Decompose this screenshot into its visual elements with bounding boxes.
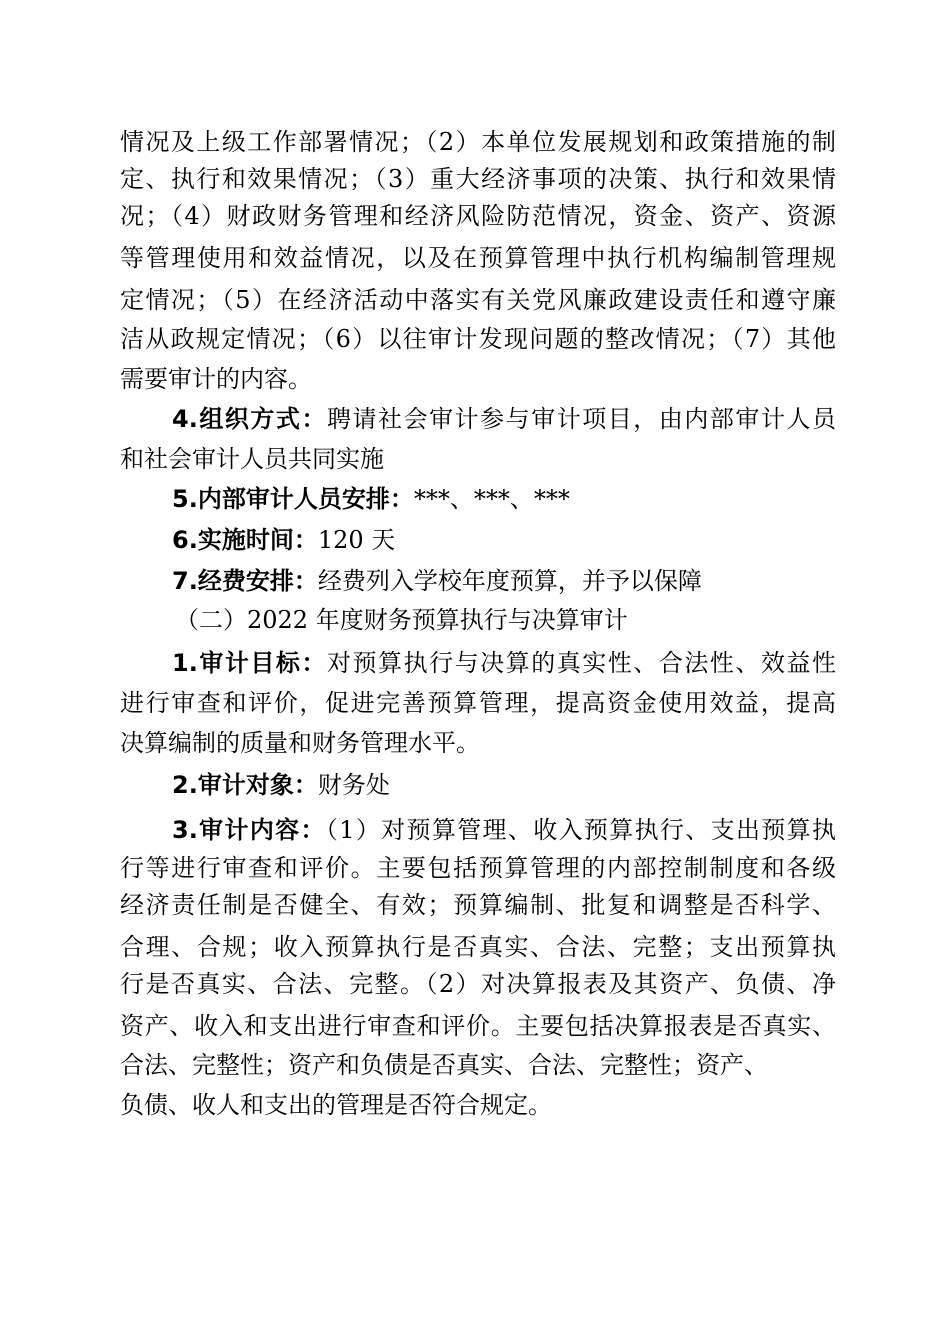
s2-item-2 xyxy=(172,768,888,802)
s2-item-1-cont: 决算编制的质量和财务管理水平。 xyxy=(120,729,480,757)
s2-item-1 xyxy=(172,646,836,680)
item-5-text: ***、***、*** xyxy=(413,485,570,513)
s2-item-1-cont: 进行审查和评价，促进完善预算管理，提高资金使用效益，提高 xyxy=(120,689,836,717)
body-line: 情况及上级工作部署情况；（2）本单位发展规划和政策措施的制 xyxy=(120,128,836,156)
s2-item-1-label: 1.审计目标： xyxy=(172,649,327,677)
item-6-label: 6.实施时间： xyxy=(172,526,318,554)
s2-item-3-cont: 经济责任制是否健全、有效；预算编制、批复和调整是否科学、 xyxy=(120,891,836,919)
item-4-label: 4.组织方式： xyxy=(172,405,327,433)
s2-item-3-cont: 合法、完整性；资产和负债是否真实、合法、完整性；资产、 xyxy=(120,1051,768,1079)
item-4 xyxy=(172,402,836,436)
body-line: 定、执行和效果情况；（3）重大经济事项的决策、执行和效果情 xyxy=(120,165,836,193)
item-6-text: 120 天 xyxy=(317,526,396,554)
body-line: 等管理使用和效益情况，以及在预算管理中执行机构编制管理规 xyxy=(120,244,836,272)
body-line: 需要审计的内容。 xyxy=(120,365,312,393)
body-line: 况；（4）财政财务管理和经济风险防范情况，资金、资产、资源 xyxy=(120,202,836,230)
item-6 xyxy=(172,523,888,557)
s2-item-2-label: 2.审计对象： xyxy=(172,771,318,799)
section-heading: （二）2022 年度财务预算执行与决算审计 xyxy=(175,606,628,634)
item-5-label: 5.内部审计人员安排： xyxy=(172,485,414,513)
item-7 xyxy=(172,564,888,598)
s2-item-3-cont: 行等进行审查和评价。主要包括预算管理的内部控制制度和各级 xyxy=(120,854,836,882)
item-4-text: 聘请社会审计参与审计项目，由内部审计人员 xyxy=(326,405,836,433)
s2-item-3-cont: 合理、合规；收入预算执行是否真实、合法、完整；支出预算执 xyxy=(120,933,836,961)
s2-item-3-label: 3.审计内容： xyxy=(172,816,326,844)
item-7-label: 7.经费安排： xyxy=(172,567,318,595)
s2-item-3 xyxy=(172,813,836,847)
s2-item-3-cont: 负债、收人和支出的管理是否符合规定。 xyxy=(120,1091,552,1119)
s2-item-3-cont: 行是否真实、合法、完整。（2）对决算报表及其资产、负债、净 xyxy=(120,970,836,998)
s2-item-3-text: （1）对预算管理、收入预算执行、支出预算执 xyxy=(325,816,836,844)
s2-item-1-text: 对预算执行与决算的真实性、合法性、效益性 xyxy=(326,649,836,677)
body-line: 定情况；（5）在经济活动中落实有关党风廉政建设责任和遵守廉 xyxy=(120,286,836,314)
item-7-text: 经费列入学校年度预算，并予以保障 xyxy=(317,567,702,595)
item-5 xyxy=(172,482,888,516)
item-4-cont: 和社会审计人员共同实施 xyxy=(120,445,384,473)
s2-item-2-text: 财务处 xyxy=(317,771,390,799)
s2-item-3-cont: 资产、收入和支出进行审查和评价。主要包括决算报表是否真实、 xyxy=(120,1012,836,1040)
body-line: 洁从政规定情况；（6）以往审计发现问题的整改情况；（7）其他 xyxy=(120,325,836,353)
